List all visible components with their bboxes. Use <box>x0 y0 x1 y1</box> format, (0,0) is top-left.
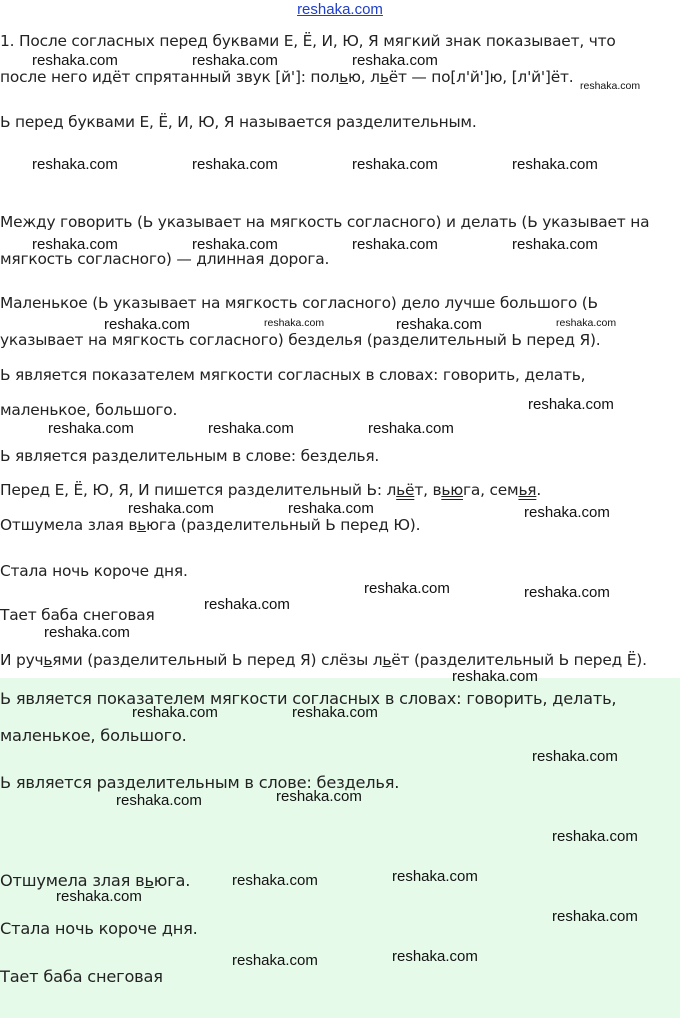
watermark: reshaka.com <box>524 584 610 601</box>
para-6: Отшумела злая вьюга (разделительный Ь перед Ю). <box>0 516 421 534</box>
watermark: reshaka.com <box>128 500 214 517</box>
watermark: reshaka.com <box>524 504 610 521</box>
answer-line-4: Отшумела злая вьюга. <box>0 871 191 890</box>
watermark: reshaka.com <box>364 580 450 597</box>
watermark: reshaka.com <box>352 236 438 253</box>
para-8: Тает баба снеговая <box>0 606 155 624</box>
answer-line-5: Стала ночь короче дня. <box>0 919 198 938</box>
answer-line-1: Ь является показателем мягкости согласных в словах: говорить, делать, <box>0 689 617 708</box>
site-link[interactable]: reshaka.com <box>297 1 383 18</box>
para-9: И ручьями (разделительный Ь перед Я) слёзы льёт (разделительный Ь перед Ё). <box>0 651 647 669</box>
watermark: reshaka.com <box>532 748 618 765</box>
para-3-line-1: Ь является показателем мягкости согласных в словах: говорить, делать, <box>0 366 586 384</box>
answer-line-3: Ь является разделительным в слове: безделья. <box>0 773 400 792</box>
watermark: reshaka.com <box>396 316 482 333</box>
para-2-line-2: указывает на мягкость согласного) безделья (разделительный Ь перед Я). <box>0 331 601 349</box>
watermark: reshaka.com <box>32 236 118 253</box>
answer-line-2: маленькое, большого. <box>0 726 187 745</box>
watermark: reshaka.com <box>32 156 118 173</box>
watermark: reshaka.com <box>512 156 598 173</box>
watermark: reshaka.com <box>204 596 290 613</box>
para-3-line-2: маленькое, большого. <box>0 401 178 419</box>
para-1-line-2: мягкость согласного) — длинная дорога. <box>0 250 330 268</box>
rule-1-line-2: после него идёт спрятанный звук [й']: полью, льёт — по[л'й']ю, [л'й']ёт. <box>0 68 574 86</box>
watermark: reshaka.com <box>556 317 617 329</box>
rule-1-line-1: 1. После согласных перед буквами Е, Ё, И, Ю, Я мягкий знак показывает, что <box>0 32 616 50</box>
watermark: reshaka.com <box>192 236 278 253</box>
watermark: reshaka.com <box>392 948 478 965</box>
watermark: reshaka.com <box>580 80 641 92</box>
watermark: reshaka.com <box>552 908 638 925</box>
rule-2: Ь перед буквами Е, Ё, И, Ю, Я называется разделительным. <box>0 113 477 131</box>
watermark: reshaka.com <box>208 420 294 437</box>
para-5: Перед Е, Ё, Ю, Я, И пишется разделительный Ь: льёт, вьюга, семья. <box>0 481 542 499</box>
watermark: reshaka.com <box>288 500 374 517</box>
para-2-line-1: Маленькое (Ь указывает на мягкость согласного) дело лучше большого (Ь <box>0 294 598 312</box>
para-7: Стала ночь короче дня. <box>0 562 188 580</box>
watermark: reshaka.com <box>392 868 478 885</box>
watermark: reshaka.com <box>292 704 378 721</box>
watermark: reshaka.com <box>528 396 614 413</box>
watermark: reshaka.com <box>56 888 142 905</box>
watermark: reshaka.com <box>512 236 598 253</box>
para-4: Ь является разделительным в слове: безделья. <box>0 447 380 465</box>
watermark: reshaka.com <box>276 788 362 805</box>
watermark: reshaka.com <box>368 420 454 437</box>
watermark: reshaka.com <box>104 316 190 333</box>
watermark: reshaka.com <box>48 420 134 437</box>
watermark: reshaka.com <box>352 52 438 69</box>
watermark: reshaka.com <box>192 52 278 69</box>
watermark: reshaka.com <box>44 624 130 641</box>
watermark: reshaka.com <box>132 704 218 721</box>
watermark: reshaka.com <box>552 828 638 845</box>
watermark: reshaka.com <box>116 792 202 809</box>
watermark: reshaka.com <box>192 156 278 173</box>
watermark: reshaka.com <box>232 872 318 889</box>
watermark: reshaka.com <box>232 952 318 969</box>
answer-line-6: Тает баба снеговая <box>0 967 163 986</box>
watermark: reshaka.com <box>452 668 538 685</box>
watermark: reshaka.com <box>264 317 325 329</box>
watermark: reshaka.com <box>32 52 118 69</box>
watermark: reshaka.com <box>352 156 438 173</box>
para-1-line-1: Между говорить (Ь указывает на мягкость согласного) и делать (Ь указывает на <box>0 213 650 231</box>
